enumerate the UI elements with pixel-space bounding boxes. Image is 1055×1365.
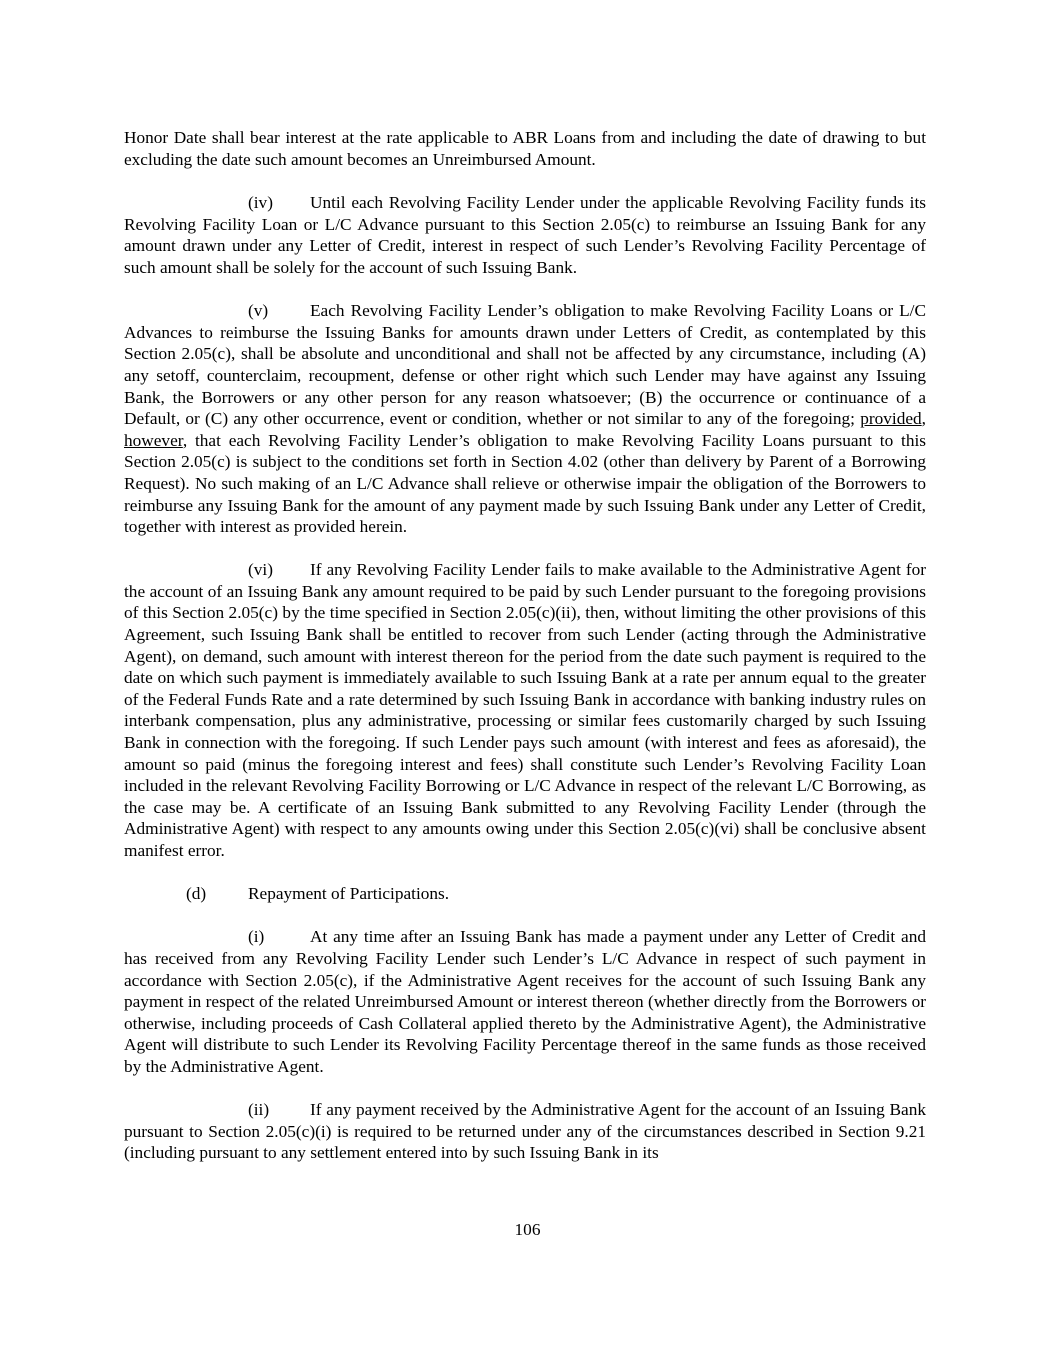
paragraph-d-i xyxy=(124,926,926,1077)
paragraph-vi-marker: (vi) xyxy=(248,560,273,580)
section-d-title: Repayment of Participations. xyxy=(248,884,450,904)
paragraph-d-ii xyxy=(124,1099,926,1164)
paragraph-d-ii-text: If any payment received by the Administrative Agent for the account of an Issuing Bank pursuant to Section 2.05(c)(i) is required to be returned under any of the circumstances described in Section 9.21 (including pursuant to any settlement entered into by such Issuing Bank in its xyxy=(124,1100,926,1163)
however-term: however xyxy=(124,430,183,450)
section-d-marker: (d) xyxy=(186,884,207,904)
paragraph-v-marker: (v) xyxy=(248,301,269,321)
paragraph-iv-marker: (iv) xyxy=(248,193,273,213)
provided-comma: , xyxy=(921,409,926,429)
paragraph-d-ii-marker: (ii) xyxy=(248,1100,270,1120)
paragraph-iv-text: Until each Revolving Facility Lender under the applicable Revolving Facility funds its Revolving Facility Loan or L/C Advance pursuant to this Section 2.05(c) to reimburse an Issuing Bank for any amount drawn under any Letter of Credit, interest in respect of such Lender’s Revolving Facility Percentage of such amount shall be solely for the account of such Issuing Bank. xyxy=(124,193,926,277)
page-number: 106 xyxy=(514,1220,541,1239)
paragraph-d-i-marker: (i) xyxy=(248,927,265,947)
paragraph-continuation: Honor Date shall bear interest at the rate applicable to ABR Loans from and including the date of drawing to but excluding the date such amount becomes an Unreimbursed Amount. xyxy=(124,128,926,169)
provided-term: provided xyxy=(860,409,922,429)
paragraph-d-i-text: At any time after an Issuing Bank has made a payment under any Letter of Credit and has received from any Revolving Facility Lender such Lender’s L/C Advance in respect of such payment in accordance with Section 2.05(c), if the Administrative Agent receives for the account of such Issuing Bank any payment in respect of the related Unreimbursed Amount or interest thereon (whether directly from the Borrowers or otherwise, including proceeds of Cash Collateral applied thereto by the Administrative Agent), the Administrative Agent will distribute to such Lender its Revolving Facility Percentage thereof in the same funds as those received by the Administrative Agent. xyxy=(124,927,926,1076)
paragraph-iv xyxy=(124,192,926,278)
section-heading-d xyxy=(124,883,926,905)
paragraph-vi xyxy=(124,559,926,861)
document-page xyxy=(124,127,926,1164)
paragraph-v xyxy=(124,300,926,538)
paragraph-v-text-before: Each Revolving Facility Lender’s obligation to make Revolving Facility Loans or L/C Advances to reimburse the Issuing Banks for amounts drawn under Letters of Credit, as contemplated by this Section 2.05(c), shall be absolute and unconditional and shall not be affected by any circumstance, including (A) any setoff, counterclaim, recoupment, defense or other right which such Lender may have against any Issuing Bank, the Borrowers or any other person for any reason whatsoever; (B) the occurrence or continuance of a Default, or (C) any other occurrence, event or condition, whether or not similar to any of the foregoing; xyxy=(124,301,926,429)
paragraph-v-text-after: , that each Revolving Facility Lender’s obligation to make Revolving Facility Loans pursuant to this Section 2.05(c) is subject to the conditions set forth in Section 4.02 (other than delivery by Parent of a Borrowing Request). No such making of an L/C Advance shall relieve or otherwise impair the obligation of the Borrowers to reimburse any Issuing Bank for the amount of any payment made by such Issuing Bank under any Letter of Credit, together with interest as provided herein. xyxy=(124,430,926,537)
paragraph-vi-text: If any Revolving Facility Lender fails to make available to the Administrative Agent for the account of an Issuing Bank any amount required to be paid by such Lender pursuant to the foregoing provisions of this Section 2.05(c) by the time specified in Section 2.05(c)(ii), then, without limiting the other provisions of this Agreement, such Issuing Bank shall be entitled to recover from such Lender (acting through the Administrative Agent), on demand, such amount with interest thereon for the period from the date such payment is required to the date on which such payment is immediately available to such Issuing Bank at a rate per annum equal to the greater of the Federal Funds Rate and a rate determined by such Issuing Bank in accordance with banking industry rules on interbank compensation, plus any administrative, processing or similar fees customarily charged by such Issuing Bank in connection with the foregoing. If such Lender pays such amount (with interest and fees as aforesaid), the amount so paid (minus the foregoing interest and fees) shall constitute such Lender’s Revolving Facility Loan included in the relevant Revolving Facility Borrowing or L/C Advance in respect of the relevant L/C Borrowing, as the case may be. A certificate of an Issuing Bank submitted to any Revolving Facility Lender (through the Administrative Agent) with respect to any amounts owing under this Section 2.05(c)(vi) shall be conclusive absent manifest error. xyxy=(124,560,926,860)
